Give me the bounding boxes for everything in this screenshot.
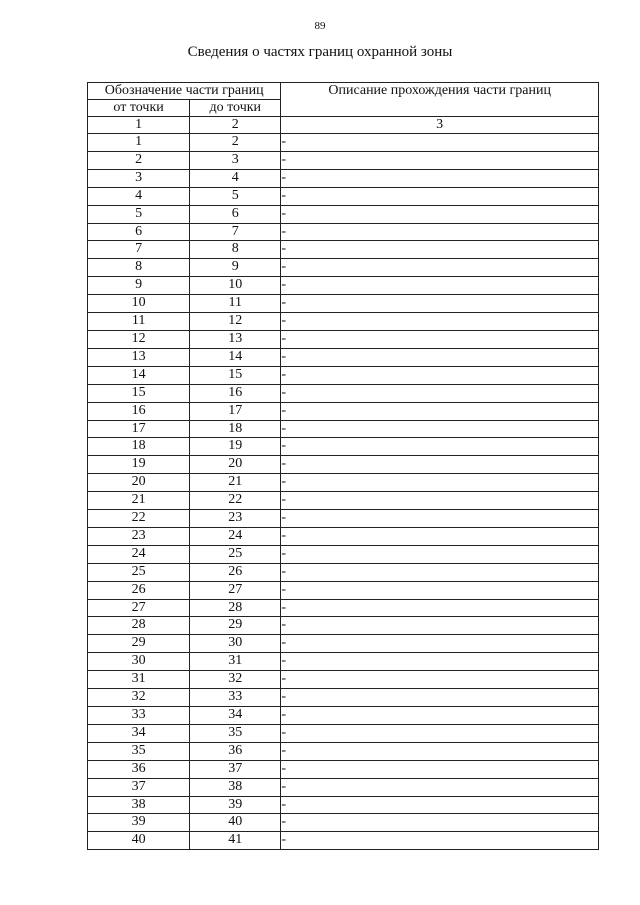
table-body: [88, 134, 599, 850]
table-row: [88, 545, 599, 563]
table-row: [88, 348, 599, 366]
to-point-cell: 24: [190, 527, 281, 545]
to-point-cell: 28: [190, 599, 281, 617]
description-cell: -: [281, 581, 599, 599]
description-cell: -: [281, 492, 599, 510]
from-point-cell: 17: [88, 420, 190, 438]
table-row: [88, 420, 599, 438]
description-cell: -: [281, 832, 599, 850]
from-point-cell: 13: [88, 348, 190, 366]
description-cell: -: [281, 456, 599, 474]
table-row: [88, 689, 599, 707]
table-row: [88, 671, 599, 689]
to-point-cell: 9: [190, 259, 281, 277]
from-point-cell: 27: [88, 599, 190, 617]
to-point-cell: 25: [190, 545, 281, 563]
table-row: [88, 366, 599, 384]
to-point-cell: 17: [190, 402, 281, 420]
table-row: [88, 384, 599, 402]
table-row: [88, 563, 599, 581]
column-number-3: 3: [281, 117, 599, 134]
description-cell: -: [281, 241, 599, 259]
to-point-cell: 6: [190, 205, 281, 223]
from-point-cell: 9: [88, 277, 190, 295]
table-row: [88, 474, 599, 492]
table-row: [88, 635, 599, 653]
to-point-cell: 14: [190, 348, 281, 366]
from-point-header: от точки: [88, 100, 190, 117]
table-row: [88, 187, 599, 205]
to-point-cell: 16: [190, 384, 281, 402]
boundary-designation-header: Обозначение части границ: [88, 83, 281, 100]
from-point-cell: 29: [88, 635, 190, 653]
description-cell: -: [281, 599, 599, 617]
table-row: [88, 617, 599, 635]
from-point-cell: 6: [88, 223, 190, 241]
table-row: [88, 169, 599, 187]
to-point-cell: 29: [190, 617, 281, 635]
from-point-cell: 33: [88, 707, 190, 725]
from-point-cell: 38: [88, 796, 190, 814]
from-point-cell: 24: [88, 545, 190, 563]
from-point-cell: 12: [88, 330, 190, 348]
to-point-cell: 22: [190, 492, 281, 510]
from-point-cell: 18: [88, 438, 190, 456]
description-cell: -: [281, 366, 599, 384]
from-point-cell: 11: [88, 313, 190, 331]
from-point-cell: 30: [88, 653, 190, 671]
from-point-cell: 32: [88, 689, 190, 707]
from-point-cell: 16: [88, 402, 190, 420]
to-point-cell: 3: [190, 151, 281, 169]
table-row: [88, 241, 599, 259]
to-point-cell: 27: [190, 581, 281, 599]
description-cell: -: [281, 635, 599, 653]
to-point-cell: 31: [190, 653, 281, 671]
to-point-cell: 37: [190, 760, 281, 778]
table-row: [88, 456, 599, 474]
page-number: 89: [314, 20, 326, 32]
table-row: [88, 492, 599, 510]
description-cell: -: [281, 527, 599, 545]
description-cell: -: [281, 169, 599, 187]
description-cell: -: [281, 707, 599, 725]
boundary-description-header: Описание прохождения части границ: [281, 83, 599, 117]
from-point-cell: 5: [88, 205, 190, 223]
table-row: [88, 778, 599, 796]
table-row: [88, 760, 599, 778]
description-cell: -: [281, 384, 599, 402]
table-row: [88, 814, 599, 832]
to-point-cell: 34: [190, 707, 281, 725]
from-point-cell: 26: [88, 581, 190, 599]
description-cell: -: [281, 778, 599, 796]
from-point-cell: 37: [88, 778, 190, 796]
table-row: [88, 724, 599, 742]
table-row: [88, 707, 599, 725]
description-cell: -: [281, 259, 599, 277]
to-point-cell: 35: [190, 724, 281, 742]
description-cell: -: [281, 724, 599, 742]
table-row: [88, 295, 599, 313]
description-cell: -: [281, 187, 599, 205]
description-cell: -: [281, 545, 599, 563]
from-point-cell: 2: [88, 151, 190, 169]
table-row: [88, 259, 599, 277]
column-number-row: [88, 117, 599, 134]
table-row: [88, 134, 599, 152]
to-point-cell: 41: [190, 832, 281, 850]
description-cell: -: [281, 205, 599, 223]
to-point-cell: 23: [190, 510, 281, 528]
from-point-cell: 3: [88, 169, 190, 187]
from-point-cell: 21: [88, 492, 190, 510]
to-point-cell: 18: [190, 420, 281, 438]
description-cell: -: [281, 134, 599, 152]
from-point-cell: 19: [88, 456, 190, 474]
description-cell: -: [281, 348, 599, 366]
table-row: [88, 205, 599, 223]
to-point-cell: 38: [190, 778, 281, 796]
to-point-header: до точки: [190, 100, 281, 117]
to-point-cell: 2: [190, 134, 281, 152]
description-cell: -: [281, 742, 599, 760]
table-row: [88, 581, 599, 599]
description-cell: -: [281, 295, 599, 313]
description-cell: -: [281, 474, 599, 492]
description-cell: -: [281, 796, 599, 814]
from-point-cell: 23: [88, 527, 190, 545]
to-point-cell: 40: [190, 814, 281, 832]
to-point-cell: 8: [190, 241, 281, 259]
to-point-cell: 39: [190, 796, 281, 814]
from-point-cell: 20: [88, 474, 190, 492]
to-point-cell: 21: [190, 474, 281, 492]
description-cell: -: [281, 689, 599, 707]
description-cell: -: [281, 313, 599, 331]
document-title: Сведения о частях границ охранной зоны: [187, 44, 453, 60]
table-row: [88, 313, 599, 331]
column-number-2: 2: [190, 117, 281, 134]
to-point-cell: 11: [190, 295, 281, 313]
from-point-cell: 40: [88, 832, 190, 850]
to-point-cell: 19: [190, 438, 281, 456]
description-cell: -: [281, 438, 599, 456]
description-cell: -: [281, 510, 599, 528]
header-row-group: [88, 83, 599, 100]
table-row: [88, 599, 599, 617]
to-point-cell: 32: [190, 671, 281, 689]
from-point-cell: 39: [88, 814, 190, 832]
description-cell: -: [281, 814, 599, 832]
from-point-cell: 36: [88, 760, 190, 778]
table-row: [88, 510, 599, 528]
from-point-cell: 10: [88, 295, 190, 313]
to-point-cell: 26: [190, 563, 281, 581]
description-cell: -: [281, 402, 599, 420]
description-cell: -: [281, 223, 599, 241]
to-point-cell: 4: [190, 169, 281, 187]
to-point-cell: 30: [190, 635, 281, 653]
from-point-cell: 22: [88, 510, 190, 528]
description-cell: -: [281, 330, 599, 348]
from-point-cell: 1: [88, 134, 190, 152]
table-row: [88, 438, 599, 456]
from-point-cell: 7: [88, 241, 190, 259]
to-point-cell: 36: [190, 742, 281, 760]
table-row: [88, 402, 599, 420]
description-cell: -: [281, 151, 599, 169]
description-cell: -: [281, 653, 599, 671]
from-point-cell: 34: [88, 724, 190, 742]
table-row: [88, 527, 599, 545]
boundary-parts-table: [87, 82, 599, 850]
table-row: [88, 742, 599, 760]
to-point-cell: 12: [190, 313, 281, 331]
from-point-cell: 8: [88, 259, 190, 277]
from-point-cell: 15: [88, 384, 190, 402]
to-point-cell: 5: [190, 187, 281, 205]
to-point-cell: 10: [190, 277, 281, 295]
table-row: [88, 277, 599, 295]
table-row: [88, 223, 599, 241]
description-cell: -: [281, 420, 599, 438]
table-row: [88, 653, 599, 671]
from-point-cell: 25: [88, 563, 190, 581]
to-point-cell: 15: [190, 366, 281, 384]
table-row: [88, 832, 599, 850]
description-cell: -: [281, 671, 599, 689]
from-point-cell: 31: [88, 671, 190, 689]
from-point-cell: 35: [88, 742, 190, 760]
description-cell: -: [281, 617, 599, 635]
from-point-cell: 14: [88, 366, 190, 384]
table-header: [88, 83, 599, 134]
table-row: [88, 796, 599, 814]
description-cell: -: [281, 760, 599, 778]
description-cell: -: [281, 277, 599, 295]
table-row: [88, 151, 599, 169]
to-point-cell: 13: [190, 330, 281, 348]
table-row: [88, 330, 599, 348]
from-point-cell: 4: [88, 187, 190, 205]
to-point-cell: 20: [190, 456, 281, 474]
description-cell: -: [281, 563, 599, 581]
to-point-cell: 7: [190, 223, 281, 241]
to-point-cell: 33: [190, 689, 281, 707]
column-number-1: 1: [88, 117, 190, 134]
from-point-cell: 28: [88, 617, 190, 635]
